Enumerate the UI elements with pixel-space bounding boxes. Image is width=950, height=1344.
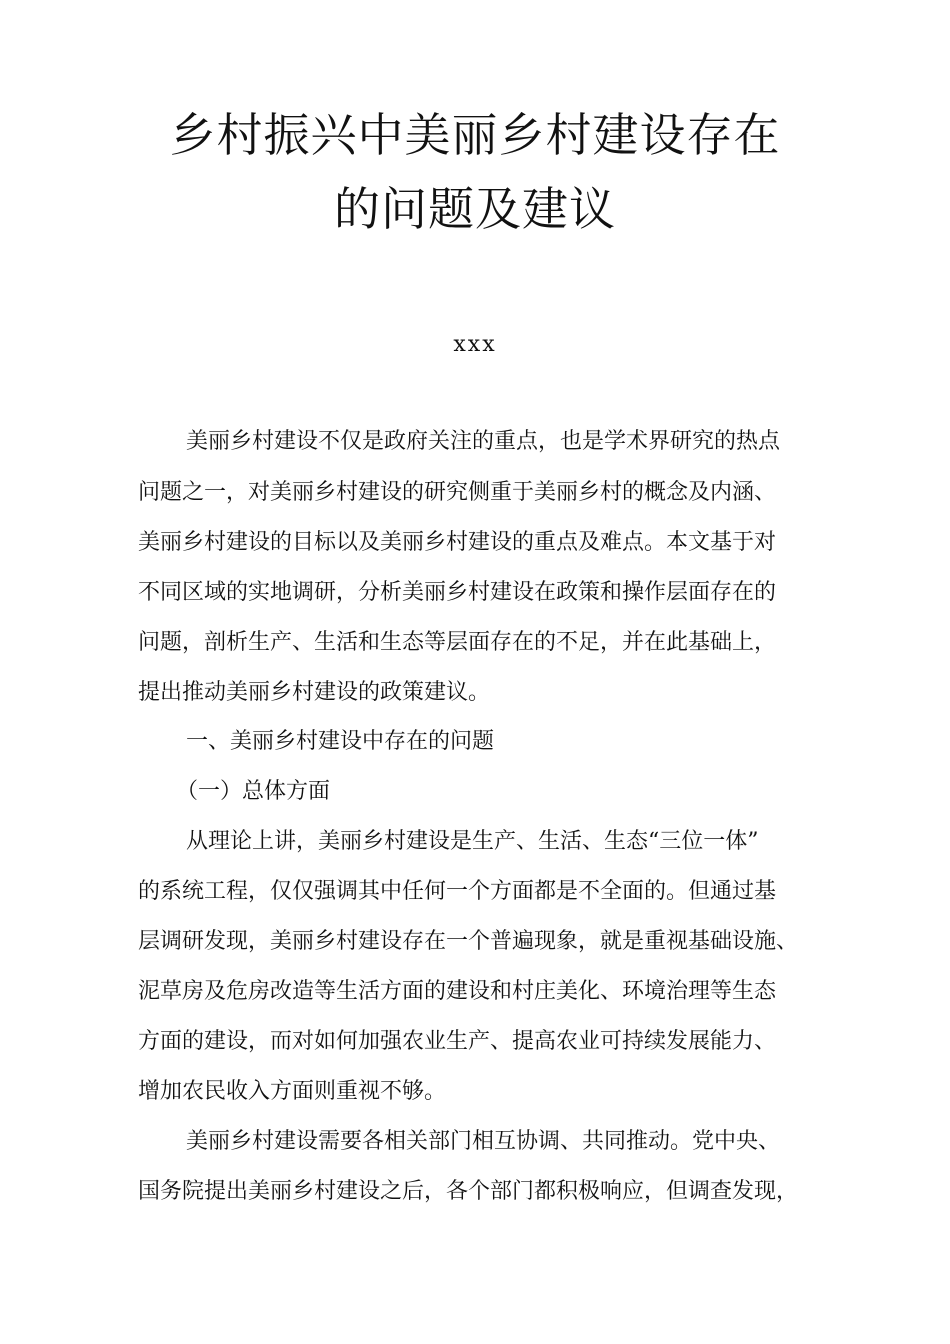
paragraph-3-line-2: 国务院提出美丽乡村建设之后，各个部门都积极响应，但调查发现，: [138, 1179, 799, 1204]
paragraph-1-line-1: 美丽乡村建设不仅是政府关注的重点，也是学术界研究的热点: [186, 429, 781, 454]
paragraph-2-line-5: 方面的建设，而对如何加强农业生产、提高农业可持续发展能力、: [138, 1029, 777, 1054]
paragraph-2-line-2: 的系统工程，仅仅强调其中任何一个方面都是不全面的。但通过基: [138, 879, 777, 904]
paragraph-1-line-2: 问题之一，对美丽乡村建设的研究侧重于美丽乡村的概念及内涵、: [138, 480, 777, 505]
paragraph-2-line-6: 增加农民收入方面则重视不够。: [138, 1079, 447, 1104]
author-name: xxx: [453, 332, 497, 357]
paragraph-2-line-1: 从理论上讲，美丽乡村建设是生产、生活、生态“三位一体”: [186, 829, 759, 854]
subsection-heading-1: （一）总体方面: [176, 779, 331, 804]
paragraph-1-line-3: 美丽乡村建设的目标以及美丽乡村建设的重点及难点。本文基于对: [138, 530, 777, 555]
paragraph-1-line-4: 不同区域的实地调研，分析美丽乡村建设在政策和操作层面存在的: [138, 580, 777, 605]
paragraph-1-line-6: 提出推动美丽乡村建设的政策建议。: [138, 680, 491, 705]
paragraph-1-line-5: 问题，剖析生产、生活和生态等层面存在的不足，并在此基础上，: [138, 630, 777, 655]
paragraph-2-line-4: 泥草房及危房改造等生活方面的建设和村庄美化、环境治理等生态: [138, 979, 777, 1004]
document-title-line-1: 乡村振兴中美丽乡村建设存在: [169, 108, 781, 162]
section-heading-1: 一、美丽乡村建设中存在的问题: [186, 729, 495, 754]
document-title-line-2: 的问题及建议: [334, 182, 616, 236]
paragraph-2-line-3: 层调研发现，美丽乡村建设存在一个普遍现象，就是重视基础设施、: [138, 929, 799, 954]
paragraph-3-line-1: 美丽乡村建设需要各相关部门相互协调、共同推动。党中央、: [186, 1129, 781, 1154]
